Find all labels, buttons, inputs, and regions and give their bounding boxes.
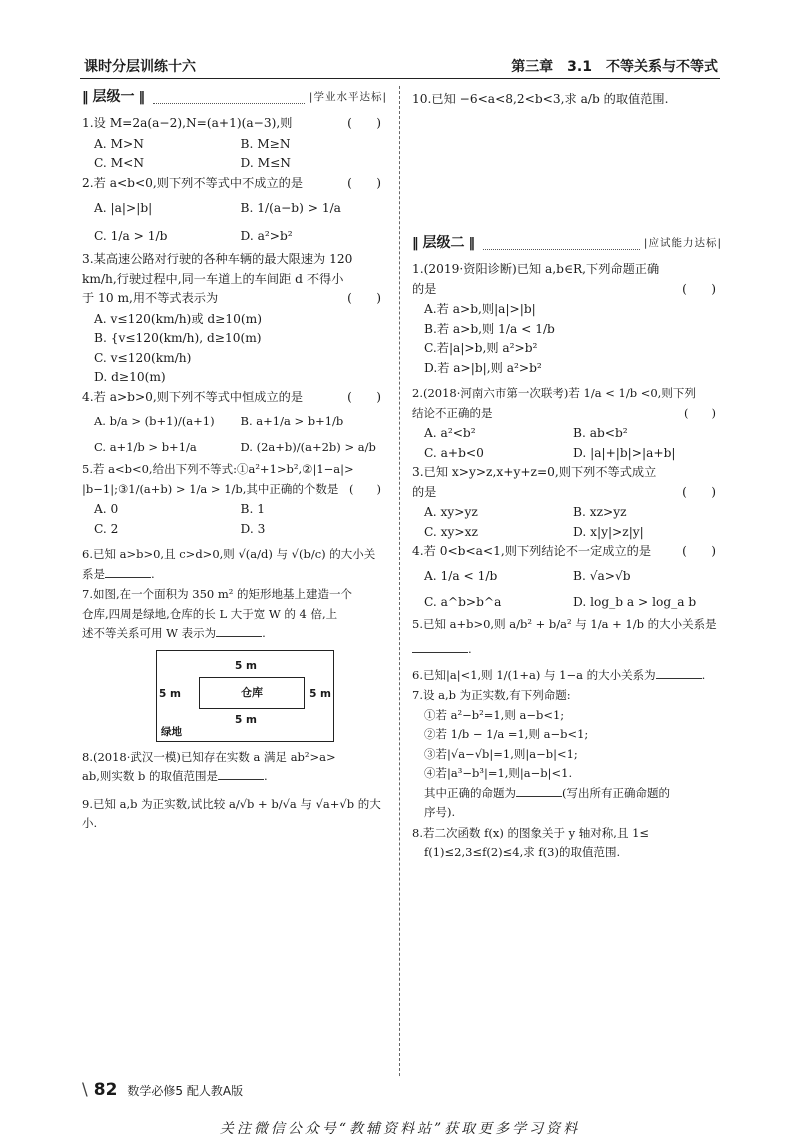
header-left-title: 课时分层训练十六 [84,59,196,75]
proposition-1: ①若 a²−b²=1,则 a−b<1; [424,707,565,722]
option-b: B. 1 [240,502,265,516]
label-right: 5 m [309,687,331,700]
option-b: B. a+1/a > b+1/b [240,414,344,428]
l2-question-3: 3.已知 x>y>z,x+y+z=0,则下列不等式成立 的是 ( ) [412,465,716,499]
l2-question-2-options [412,424,722,463]
question-1: 1.设 M=2a(a−2),N=(a+1)(a−3),则 ( ) [82,116,381,130]
option-a: A. b/a > (b+1)/(a+1) [94,414,215,428]
option-d: D. a²>b² [240,229,293,243]
question-3: 3.某高速公路对行驶的各种车辆的最大限速为 120 km/h,行驶过程中,同一车道上的车间距 d 不得小 于 10 m,用不等式表示为 ( ) [82,252,381,305]
l2-question-4: 4.若 0<b<a<1,则下列结论不一定成立的是 ( ) [412,544,716,558]
option-d: D. M≤N [240,156,291,170]
question-9: 9.已知 a,b 为正实数,试比较 a/√b + b/√a 与 √a+√b 的大小. [82,796,381,830]
option-a: A. xy>yz [424,505,478,519]
option-b: B. xz>yz [573,505,627,519]
question-5-options [82,500,387,539]
l2-question-1: 1.(2019·资阳诊断)已知 a,b∈R,下列命题正确 的是 ( ) [412,262,716,296]
option-a: A.若 a>b,则|a|>|b| [424,302,536,316]
option-a: A. M>N [94,136,144,151]
question-5: 5.若 a<b<0,给出下列不等式:①a²+1>b²,②|1−a|> |b−1|;③1/(a+b) > 1/a > 1/b,其中正确的个数是 ( ) [82,462,381,496]
option-d: D. x|y|>z|y| [573,524,644,539]
l2-question-3-options [412,503,722,542]
option-a: A. v≤120(km/h)或 d≥10(m) [94,311,262,326]
section-tag: |应试能力达标| [643,237,722,250]
l2-question-7: 7.设 a,b 为正实数,有下列命题: ①若 a²−b²=1,则 a−b<1; ②若 1/b − 1/a =1,则 a−b<1; ③若|√a−√b|=1,则|a−b|<1; ④若|a³−b³|=1,则|a−b|<1. 其中正确的命题为 (写出所有正确命题的 序号). [412,686,722,823]
question-4: 4.若 a>b>0,则下列不等式中恒成立的是 ( ) [82,389,381,404]
option-d: D. d≥10(m) [94,370,166,384]
answer-blank[interactable] [105,565,151,578]
option-b: B. {v≤120(km/h), d≥10(m) [94,331,262,345]
section-level1-heading: ‖ 层级一 ‖ |学业水平达标| [82,86,387,110]
answer-blank[interactable] [216,624,262,637]
header-chapter-title: 第三章 3.1 不等关系与不等式 [511,59,718,75]
header-rule [80,78,720,79]
option-d: D. 3 [240,521,266,536]
right-column [412,86,722,864]
promo-banner: 关注微信公众号“教辅资料站”获取更多学习资料 [219,1121,581,1137]
question-10: 10.已知 −6<a<8,2<b<3,求 a/b 的取值范围. [412,92,669,106]
option-d: D.若 a>|b|,则 a²>b² [424,360,542,375]
label-green-area: 绿地 [161,725,182,738]
option-b: B. ab<b² [573,426,628,440]
question-8: 8.(2018·武汉一模)已知存在实数 a 满足 ab²>a> ab,则实数 b 的取值范围是 . [82,749,336,783]
option-d: D. log_b a > log_a b [573,594,697,609]
option-c: C. 2 [94,521,119,536]
warehouse-diagram [156,650,334,742]
option-a: A. 0 [94,502,119,516]
option-a: A. |a|>|b| [94,201,153,215]
question-7: 7.如图,在一个面积为 350 m² 的矩形地基上建造一个 仓库,四周是绿地,仓库的长 L 大于宽 W 的 4 倍,上 述不等关系可用 W 表示为 . [82,587,353,640]
option-c: C. M<N [94,156,144,170]
option-c: C. a^b>b^a [424,594,502,609]
label-top: 5 m [235,659,257,672]
question-4-options [82,408,387,460]
section-name: 层级一 [92,89,135,106]
l2-question-2: 2.(2018·河南六市第一次联考)若 1/a < 1/b <0,则下列 结论不正确的是 ( ) [412,386,716,420]
option-b: B. √a>√b [573,568,631,583]
option-c: C. 1/a > 1/b [94,229,168,243]
option-a: A. a²<b² [424,426,476,440]
question-3-options [82,310,387,388]
answer-blank[interactable] [218,767,264,780]
l2-question-8: 8.若二次函数 f(x) 的图象关于 y 轴对称,且 1≤ f(1)≤2,3≤f(2)≤4,求 f(3)的取值范围. [412,825,650,859]
section-name: 层级二 [422,235,465,252]
option-a: A. 1/a < 1/b [424,568,498,583]
option-d: D. |a|+|b|>|a+b| [573,445,676,460]
option-b: B. M≥N [240,136,291,151]
left-column [82,86,387,835]
warehouse-box: 仓库 [199,677,305,709]
option-b: B.若 a>b,则 1/a < 1/b [424,321,555,336]
l2-question-4-options [412,563,722,615]
answer-blank[interactable] [656,666,702,679]
l2-question-5: 5.已知 a+b>0,则 a/b² + b/a² 与 1/a + 1/b 的大小关系是 . [412,616,717,656]
answer-blank[interactable] [412,640,468,653]
answer-blank[interactable] [516,784,562,797]
column-divider [399,86,400,1076]
section-tag: |学业水平达标| [308,91,387,104]
label-left: 5 m [159,687,181,700]
question-2: 2.若 a<b<0,则下列不等式中不成立的是 ( ) [82,175,381,190]
proposition-3: ③若|√a−√b|=1,则|a−b|<1; [424,746,578,761]
l2-question-1-options [412,300,722,378]
option-b: B. 1/(a−b) > 1/a [240,201,341,215]
book-title: 数学必修5 配人教A版 [127,1084,244,1098]
option-d: D. (2a+b)/(a+2b) > a/b [240,440,376,454]
question-6: 6.已知 a>b>0,且 c>d>0,则 √(a/d) 与 √(b/c) 的大小关 系是 . [82,547,376,581]
proposition-4: ④若|a³−b³|=1,则|a−b|<1. [424,766,573,780]
question-2-options [82,194,387,250]
question-1-options [82,135,387,174]
l2-question-6: 6.已知|a|<1,则 1/(1+a) 与 1−a 的大小关系为 . [412,667,706,682]
option-c: C. xy>xz [424,524,478,539]
option-c: C.若|a|>b,则 a²>b² [424,341,538,355]
page-footer: \ 82 数学必修5 配人教A版 [82,1080,244,1100]
option-c: C. a+b<0 [424,445,484,460]
option-c: C. a+1/b > b+1/a [94,440,197,454]
option-c: C. v≤120(km/h) [94,350,192,365]
page-number: 82 [93,1080,118,1100]
proposition-2: ②若 1/b − 1/a =1,则 a−b<1; [424,727,589,741]
label-bottom: 5 m [235,713,257,726]
section-level2-heading: ‖ 层级二 ‖ |应试能力达标| [412,232,722,256]
